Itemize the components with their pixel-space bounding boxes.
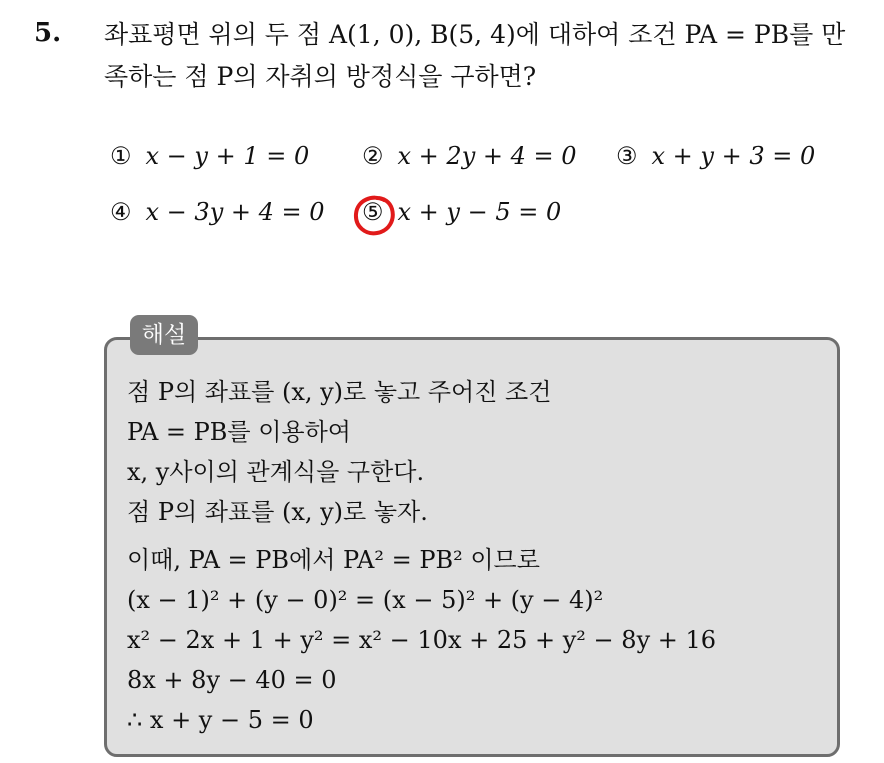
question-text [104,14,874,98]
answer-circle-mark [351,194,397,238]
solution-lines [127,372,827,740]
solution-tag: 해설 [130,315,198,355]
choice-4-text: x − 3y + 4 = 0 [145,198,325,226]
choice-1-text: x − y + 1 = 0 [145,142,310,170]
choice-3-text: x + y + 3 = 0 [651,142,816,170]
choice-3[interactable] [616,142,815,170]
choice-2-text: x + 2y + 4 = 0 [397,142,577,170]
choice-2-marker: ② [362,142,384,170]
choice-4[interactable] [110,198,325,226]
choice-5-marker: ⑤ [362,198,384,226]
choice-1-marker: ① [110,142,132,170]
solution-line-4: 점 P의 좌표를 (x, y)로 놓자. [127,498,428,526]
question-text-line-1: 좌표평면 위의 두 점 A(1, 0), B(5, 4)에 대하여 조건 PA = PB를 만 [104,20,846,49]
choice-5-text: x + y − 5 = 0 [397,198,562,226]
solution-line-2: PA = PB를 이용하여 [127,418,351,446]
solution-line-7: x² − 2x + 1 + y² = x² − 10x + 25 + y² − 8y + 16 [127,626,717,654]
solution-panel [104,337,840,757]
choice-3-marker: ③ [616,142,638,170]
question-text-line-2: 족하는 점 P의 자취의 방정식을 구하면? [104,62,537,91]
question-number: 5. [34,18,62,48]
choice-2[interactable] [362,142,577,170]
solution-line-8: 8x + 8y − 40 = 0 [127,666,337,694]
solution-line-5: 이때, PA = PB에서 PA² = PB² 이므로 [127,546,540,574]
choice-4-marker: ④ [110,198,132,226]
choice-1[interactable] [110,142,309,170]
solution-line-3: x, y사이의 관계식을 구한다. [127,458,425,486]
solution-line-9: ∴ x + y − 5 = 0 [127,706,314,734]
solution-line-6: (x − 1)² + (y − 0)² = (x − 5)² + (y − 4)² [127,586,604,614]
solution-line-1: 점 P의 좌표를 (x, y)로 놓고 주어진 조건 [127,378,552,406]
